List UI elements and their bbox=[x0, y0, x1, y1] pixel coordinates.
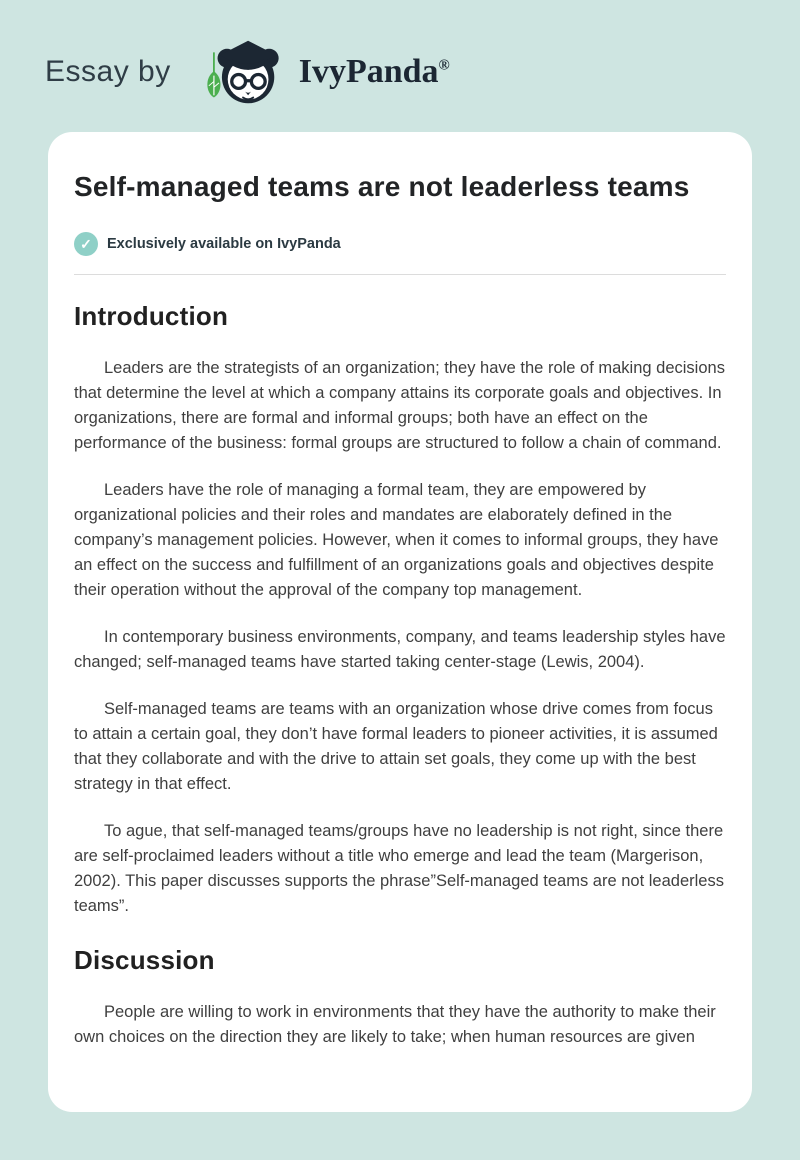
registered-mark: ® bbox=[438, 57, 450, 74]
section-heading-discussion: Discussion bbox=[74, 945, 215, 975]
essay-paragraph: People are willing to work in environments that they have the authority to make their own choices on the direction they are likely to take; when human resources are given bbox=[74, 1003, 716, 1046]
essay-title: Self-managed teams are not leaderless teams bbox=[74, 171, 690, 202]
check-circle-icon: ✓ bbox=[74, 232, 98, 256]
essay-by-label: Essay by bbox=[45, 55, 171, 88]
divider bbox=[74, 274, 726, 275]
essay-paragraph: Leaders have the role of managing a formal team, they are empowered by organizational policies and their roles and mandates are elaborately defined in the company’s management policies. However, when it comes to informal groups, they have an effect on the success and fulfillment of an organizations goals and objectives despite their operation without the approval of the company top management. bbox=[74, 481, 719, 599]
essay-paragraph: In contemporary business environments, company, and teams leadership styles have changed; self-managed teams have started taking center-stage (Lewis, 2004). bbox=[74, 628, 726, 671]
ivypanda-logo[interactable] bbox=[197, 32, 289, 112]
section-heading-introduction: Introduction bbox=[74, 301, 229, 331]
availability-label: Exclusively available on IvyPanda bbox=[107, 236, 341, 252]
essay-card bbox=[48, 132, 752, 1112]
essay-paragraph: To ague, that self-managed teams/groups have no leadership is not right, since there are self-proclaimed leaders without a title who emerge and lead the team (Margerison, 2002). This paper discusses supports the phrase”Self-managed teams are not leaderless teams”. bbox=[74, 822, 724, 915]
essay-paragraph: Self-managed teams are teams with an organization whose drive comes from focus to attain a certain goal, they don’t have formal leaders to pioneer activities, it is assumed that they collaborate and with the drive to attain set goals, they come up with the best strategy in that effect. bbox=[74, 700, 718, 793]
brand-name[interactable] bbox=[299, 53, 450, 91]
essay-paragraph: Leaders are the strategists of an organization; they have the role of making decisions that determine the level at which a company attains its corporate goals and objectives. In organizations, there are formal and informal groups; both have an effect on the performance of the business: formal groups are structured to follow a chain of command. bbox=[74, 359, 725, 452]
brand-text: IvyPanda bbox=[298, 53, 439, 90]
panda-graduate-icon bbox=[197, 32, 289, 112]
availability-row bbox=[74, 232, 726, 256]
site-header bbox=[0, 0, 800, 112]
